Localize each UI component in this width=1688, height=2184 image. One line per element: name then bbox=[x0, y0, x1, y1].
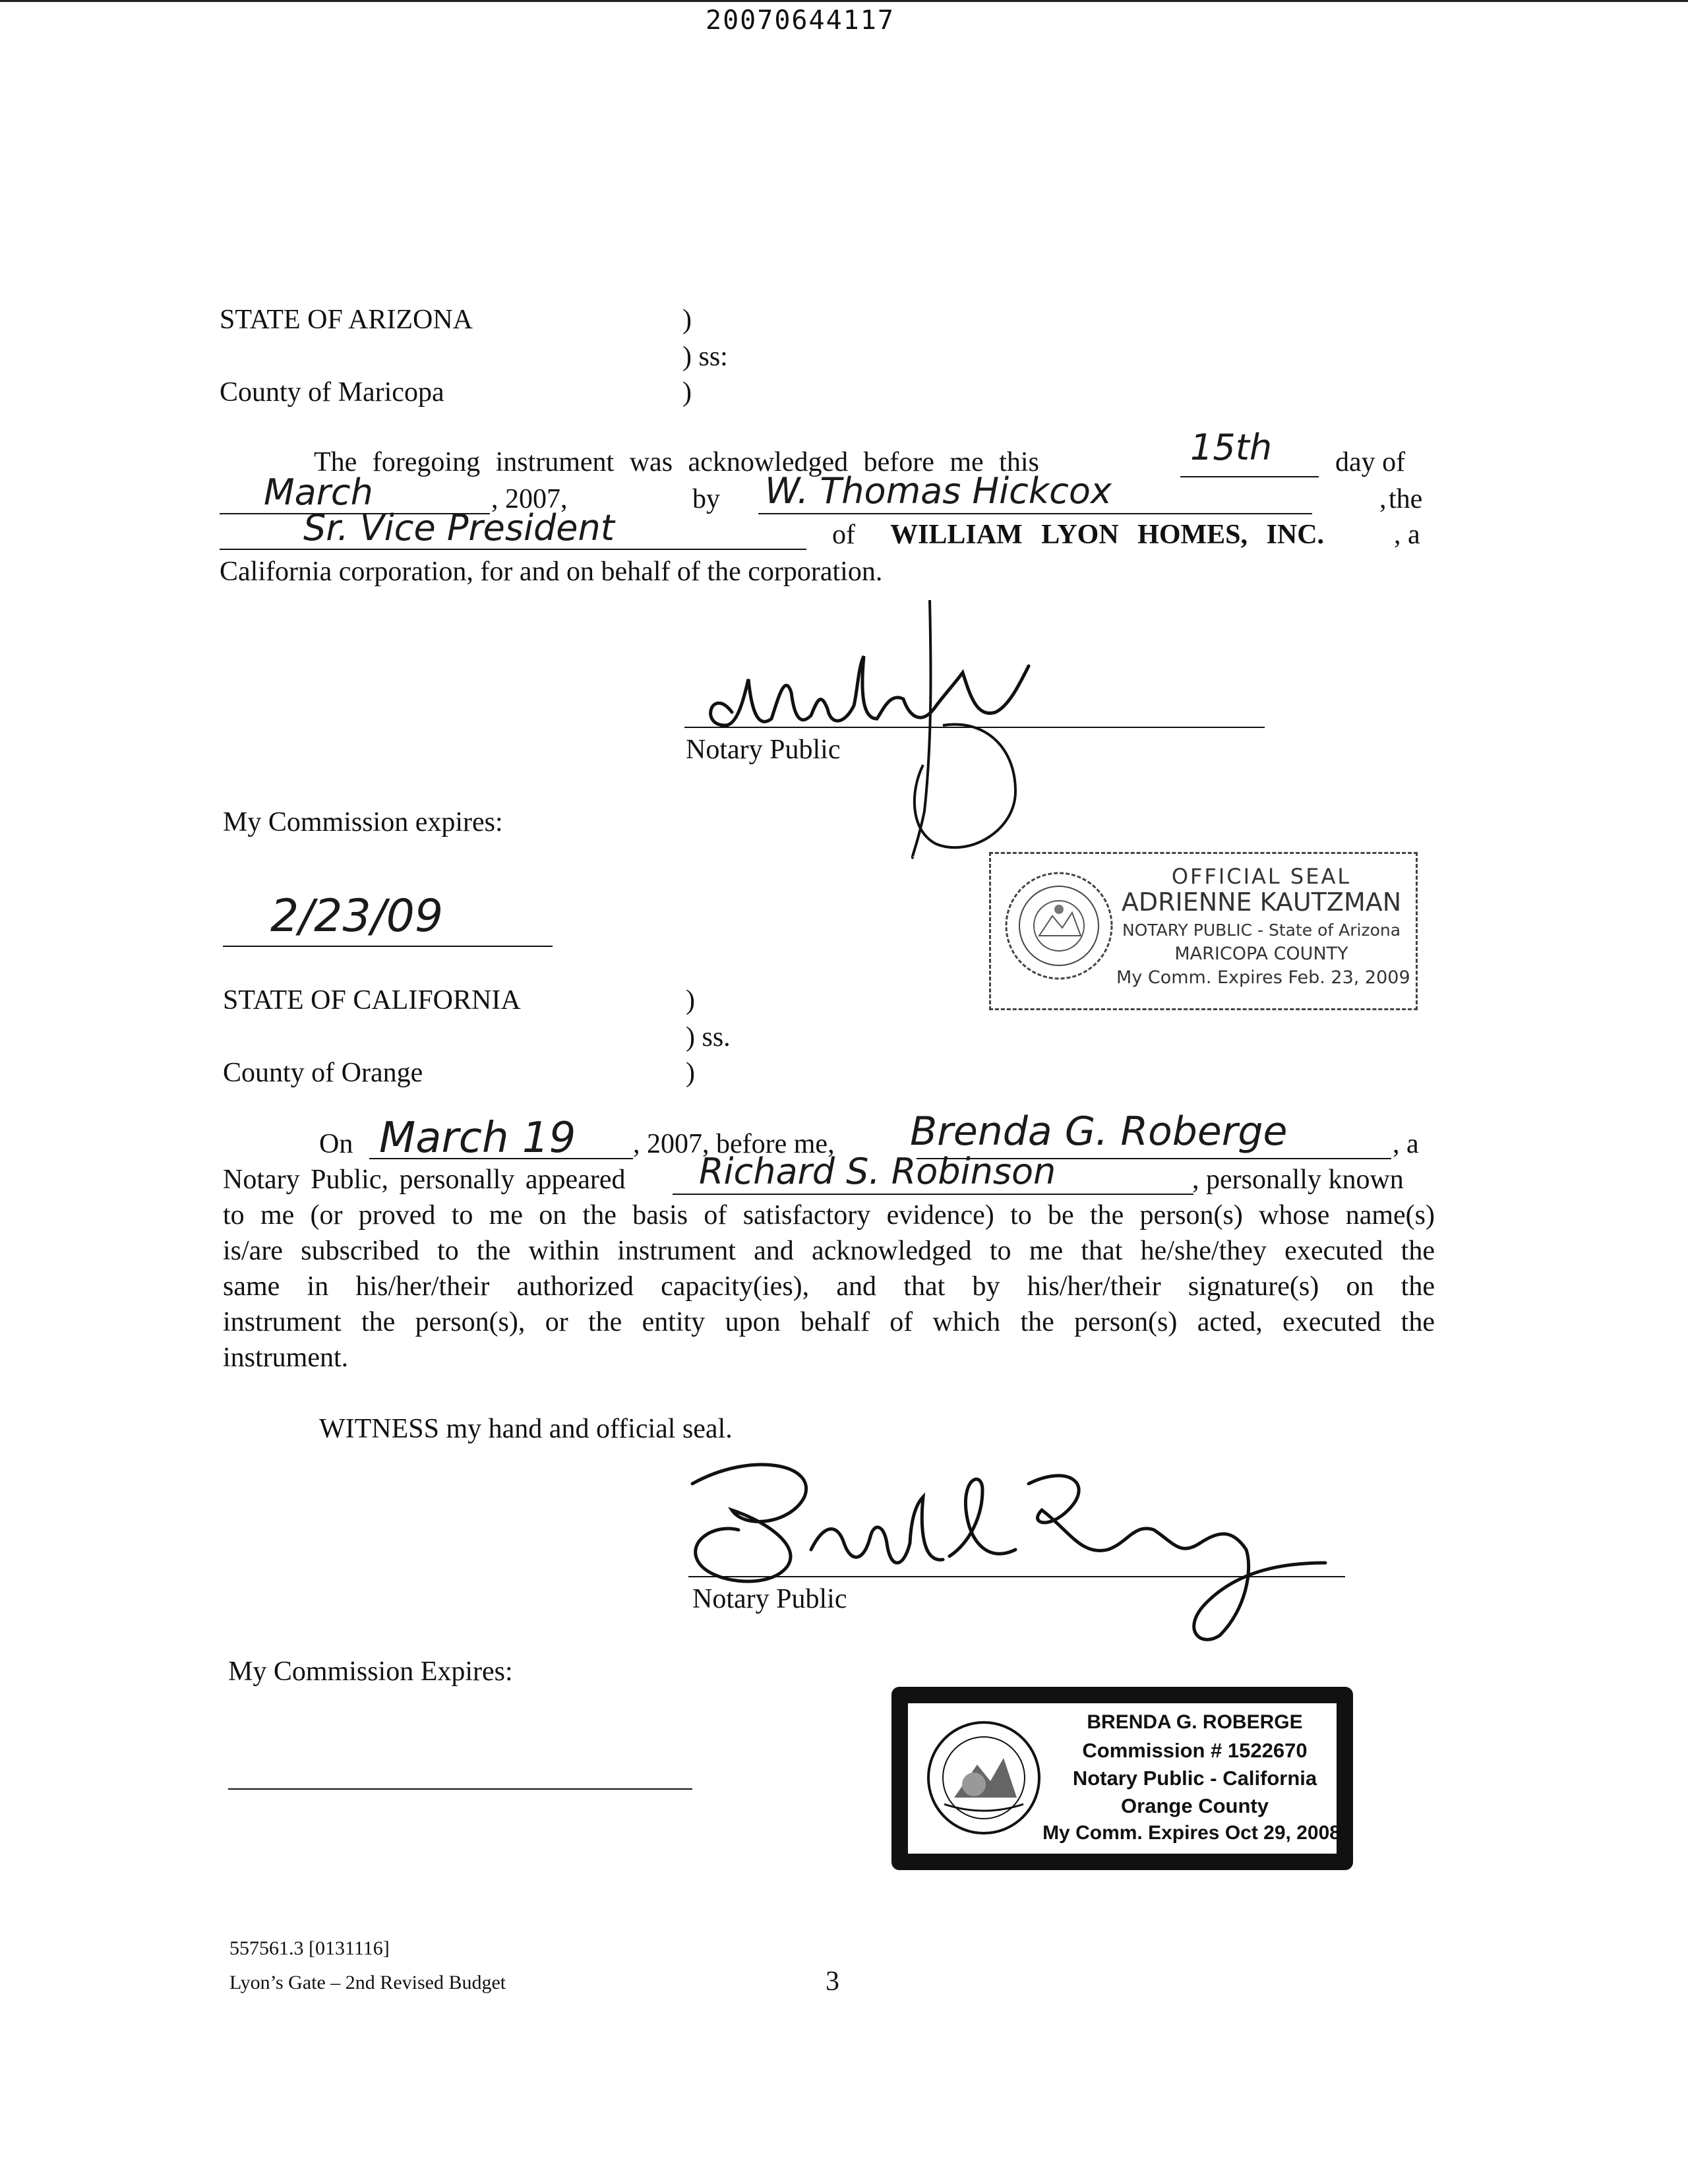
seal-line1-arizona: NOTARY PUBLIC - State of Arizona bbox=[1122, 921, 1401, 940]
day-handwritten: 15th bbox=[1190, 427, 1273, 468]
stamp-commission: Commission # 1522670 bbox=[1082, 1739, 1308, 1762]
ca-appeared-underline bbox=[673, 1194, 1193, 1195]
commission-expires-label-arizona: My Commission expires: bbox=[223, 807, 503, 837]
ack-by: by bbox=[692, 484, 720, 514]
commission-date-underline-california bbox=[228, 1788, 692, 1790]
notary-signature-line-california bbox=[688, 1576, 1345, 1577]
seal-line3-arizona: My Comm. Expires Feb. 23, 2009 bbox=[1116, 967, 1410, 988]
day-underline bbox=[1180, 476, 1319, 477]
ca-a: , a bbox=[1393, 1129, 1419, 1159]
ca-body-line3: same in his/her/their authorized capacity(ies), and that by his/her/their signature(s) on the bbox=[223, 1271, 1435, 1302]
paren-top-ca: ) bbox=[686, 985, 695, 1016]
arizona-state-seal-emblem bbox=[1003, 870, 1115, 982]
document-number: 20070644117 bbox=[706, 5, 895, 36]
paren-top: ) bbox=[682, 305, 692, 335]
ca-body-line1: to me (or proved to me on the basis of satisfactory evidence) to be the person(s) whose name(s) bbox=[223, 1200, 1435, 1230]
paren-ss: ) ss: bbox=[682, 342, 728, 372]
ack-comma: , bbox=[1379, 484, 1387, 514]
ack-text-line4: California corporation, for and on behalf of the corporation. bbox=[220, 557, 883, 587]
ack-text-line1: The foregoing instrument was acknowledged before me this bbox=[314, 447, 1039, 477]
county-maricopa: County of Maricopa bbox=[220, 377, 444, 408]
notary-signature-arizona bbox=[686, 593, 1081, 870]
seal-name-arizona: ADRIENNE KAUTZMAN bbox=[1121, 888, 1402, 917]
top-rule bbox=[0, 0, 1688, 2]
notary-public-label-california: Notary Public bbox=[692, 1584, 847, 1614]
ack-day-of: day of bbox=[1335, 447, 1406, 477]
ack-year: , 2007, bbox=[491, 484, 568, 514]
title-underline bbox=[220, 549, 806, 550]
stamp-line2: Orange County bbox=[1121, 1794, 1269, 1817]
notary-public-label-arizona: Notary Public bbox=[686, 735, 841, 765]
page-number: 3 bbox=[826, 1966, 839, 1997]
ca-date-handwritten: March 19 bbox=[379, 1114, 576, 1163]
month-handwritten: March bbox=[264, 471, 373, 513]
seal-line2-arizona: MARICOPA COUNTY bbox=[1174, 944, 1348, 964]
stamp-line3: My Comm. Expires Oct 29, 2008 bbox=[1042, 1822, 1341, 1844]
ca-body-line4: instrument the person(s), or the entity upon behalf of which the person(s) acted, executed the bbox=[223, 1307, 1435, 1337]
paren-bottom: ) bbox=[682, 377, 692, 408]
name-handwritten: W. Thomas Hickcox bbox=[765, 470, 1112, 512]
ack-a: , a bbox=[1394, 520, 1420, 550]
ca-appeared-name-handwritten: Richard S. Robinson bbox=[699, 1151, 1056, 1192]
notary-stamp-california bbox=[891, 1687, 1353, 1870]
notary-signature-california bbox=[673, 1438, 1352, 1662]
official-seal-arizona bbox=[989, 852, 1418, 1010]
california-state-seal-emblem bbox=[924, 1718, 1043, 1837]
seal-title-arizona: OFFICIAL SEAL bbox=[1171, 864, 1352, 889]
footer-doc-title: Lyon’s Gate – 2nd Revised Budget bbox=[229, 1972, 506, 1993]
paren-bottom-ca: ) bbox=[686, 1058, 695, 1088]
name-underline bbox=[758, 513, 1312, 514]
commission-expires-label-california: My Commission Expires: bbox=[228, 1656, 513, 1687]
ca-personally-known: , personally known bbox=[1192, 1165, 1404, 1195]
ca-body-line2: is/are subscribed to the within instrument and acknowledged to me that he/she/they executed the bbox=[223, 1236, 1435, 1266]
ack-of: of bbox=[832, 520, 855, 550]
notary-signature-line-arizona bbox=[684, 727, 1265, 728]
paren-ss-ca: ) ss. bbox=[686, 1022, 731, 1052]
commission-date-handwritten: 2/23/09 bbox=[270, 890, 444, 942]
title-handwritten: Sr. Vice President bbox=[303, 507, 615, 549]
ca-notary-name-handwritten: Brenda G. Roberge bbox=[910, 1108, 1288, 1155]
stamp-line1: Notary Public - California bbox=[1072, 1767, 1317, 1790]
stamp-name: BRENDA G. ROBERGE bbox=[1087, 1711, 1303, 1733]
ca-appeared-prefix: Notary Public, personally appeared bbox=[223, 1165, 626, 1195]
county-orange: County of Orange bbox=[223, 1058, 423, 1088]
ca-on: On bbox=[319, 1129, 353, 1159]
commission-date-underline bbox=[223, 946, 553, 947]
state-california: STATE OF CALIFORNIA bbox=[223, 985, 521, 1016]
ca-witness: WITNESS my hand and official seal. bbox=[319, 1414, 733, 1444]
footer-doc-id: 557561.3 [0131116] bbox=[229, 1937, 390, 1959]
ca-body-line5: instrument. bbox=[223, 1343, 349, 1373]
company-name: WILLIAM LYON HOMES, INC. bbox=[890, 520, 1325, 550]
ack-the: the bbox=[1389, 484, 1423, 514]
state-arizona: STATE OF ARIZONA bbox=[220, 305, 473, 335]
ca-year-before: , 2007, before me, bbox=[633, 1129, 835, 1159]
